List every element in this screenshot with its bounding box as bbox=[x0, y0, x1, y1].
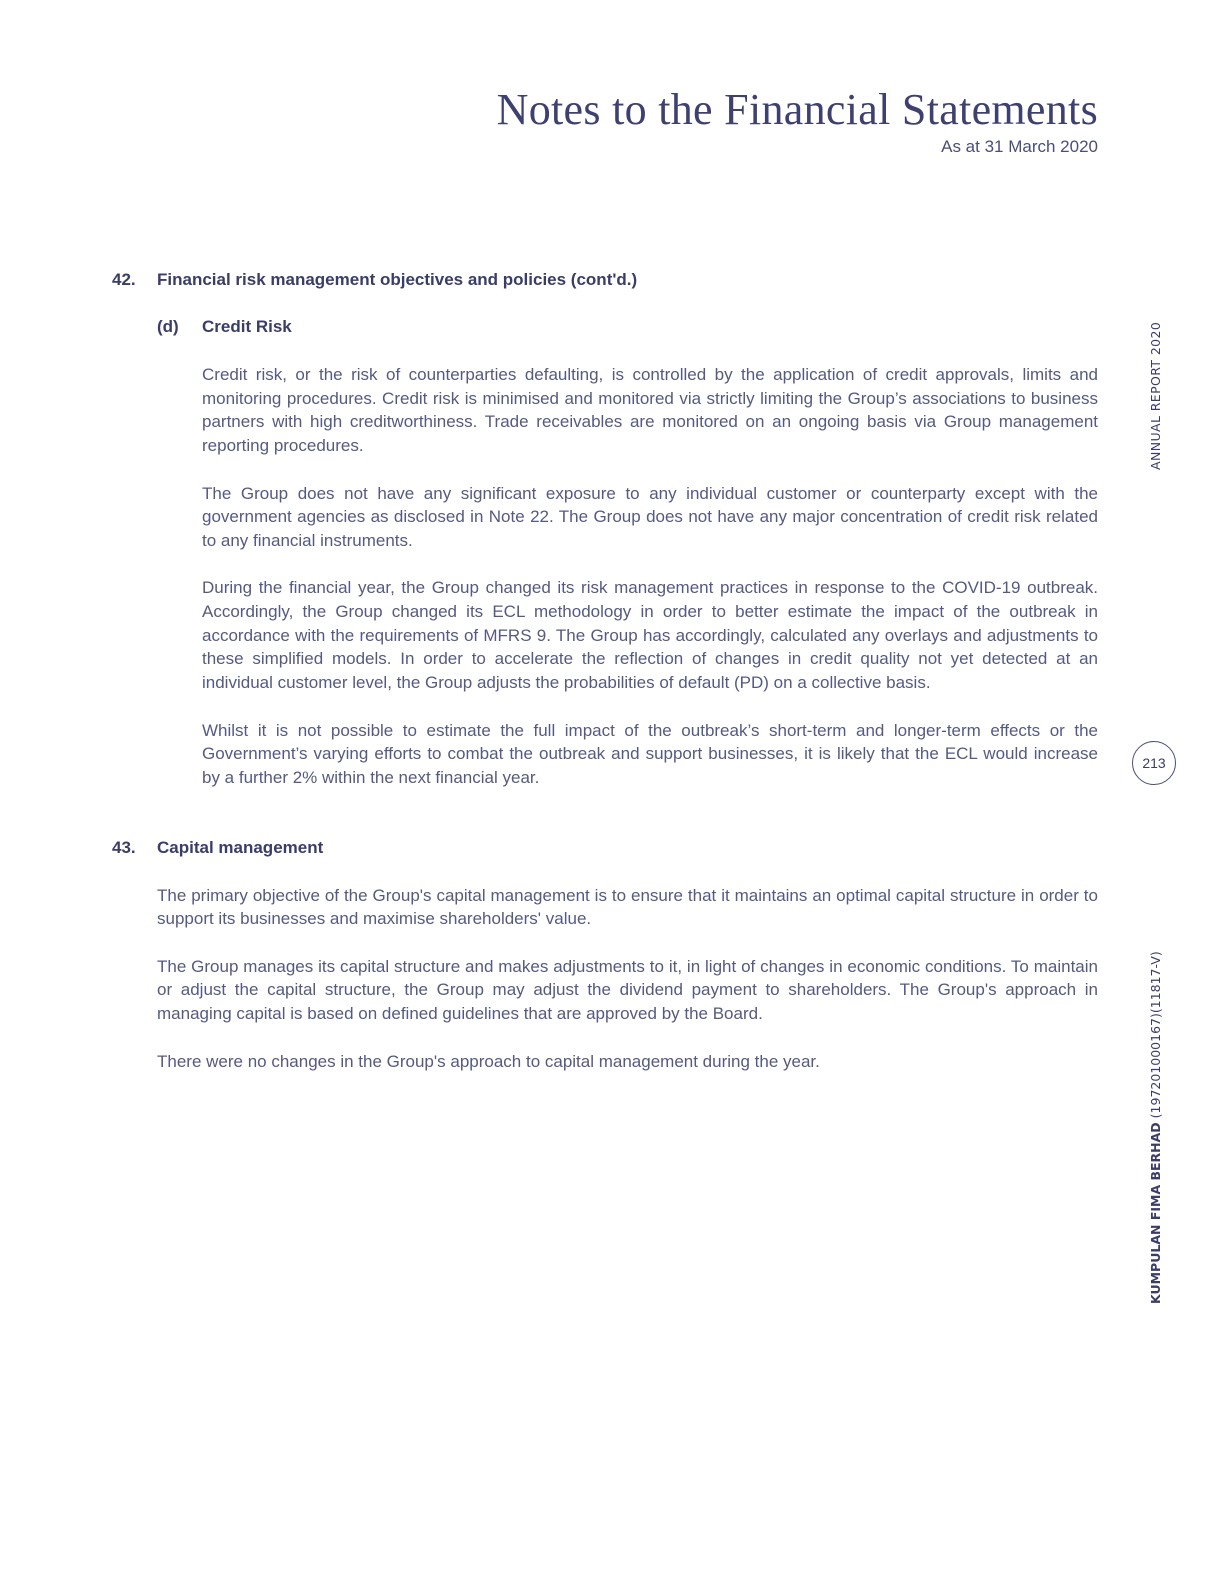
capital-management-paragraph: There were no changes in the Group's approach to capital management during the year. bbox=[157, 1051, 820, 1071]
capital-management-paragraph: The Group manages its capital structure and makes adjustments to it, in light of changes in economic conditions. To maintain or adjust the capital structure, the Group may adjust the dividend payment to shareholders. The Group's approach in managing capital is based on defined guidelines that are approved by the Board. bbox=[157, 956, 1098, 1024]
annual-report-label: ANNUAL REPORT 2020 bbox=[1148, 321, 1163, 470]
credit-risk-paragraph: Credit risk, or the risk of counterparties defaulting, is controlled by the application of credit approvals, limits and monitoring procedures. Credit risk is minimised and monitored via strictly limiting the Group’s associations to business partners with high creditworthiness. Trade receivables are monitored on an ongoing basis via Group management reporting procedures. bbox=[202, 365, 1098, 456]
section-43-heading bbox=[112, 836, 1098, 860]
subsection-d-title: Credit Risk bbox=[202, 317, 292, 336]
company-registration: (197201000167)(11817-V) bbox=[1148, 951, 1163, 1119]
page-title: Notes to the Financial Statements bbox=[496, 85, 1098, 134]
section-43-title: Capital management bbox=[157, 837, 324, 857]
page-number-badge bbox=[1132, 741, 1176, 785]
capital-management-body bbox=[112, 884, 1098, 1074]
section-42-number: 42. bbox=[112, 270, 136, 289]
section-42-heading bbox=[112, 268, 1098, 292]
subsection-d-number: (d) bbox=[157, 317, 179, 336]
capital-management-paragraph: The primary objective of the Group's capital management is to ensure that it maintains an optimal capital structure in order to support its businesses and maximise shareholders' value. bbox=[157, 885, 1098, 929]
credit-risk-body bbox=[112, 363, 1098, 790]
credit-risk-paragraph: The Group does not have any significant exposure to any individual customer or counterparty except with the government agencies as disclosed in Note 22. The Group does not have any major concentration of credit risk related to any financial instruments. bbox=[202, 483, 1098, 550]
company-label bbox=[1148, 951, 1163, 1304]
section-43-number: 43. bbox=[112, 837, 136, 857]
page-number: 213 bbox=[1142, 755, 1166, 771]
page-header bbox=[497, 84, 1098, 158]
main-content bbox=[112, 268, 1098, 1073]
section-42-title: Financial risk management objectives and policies (cont'd.) bbox=[157, 270, 638, 289]
subsection-d-heading bbox=[157, 315, 1098, 339]
company-name: KUMPULAN FIMA BERHAD bbox=[1148, 1122, 1163, 1304]
credit-risk-paragraph: Whilst it is not possible to estimate the full impact of the outbreak’s short-term and longer-term effects or the Government’s varying efforts to combat the outbreak and support businesses, it is likely that the ECL would increase by a further 2% within the next financial year. bbox=[202, 720, 1098, 787]
page-subtitle: As at 31 March 2020 bbox=[941, 137, 1098, 156]
credit-risk-paragraph: During the financial year, the Group changed its risk management practices in response to the COVID-19 outbreak. Accordingly, the Group changed its ECL methodology in order to better estimate the impact of the outbreak in accordance with the requirements of MFRS 9. The Group has accordingly, calculated any overlays and adjustments to these simplified models. In order to accelerate the reflection of changes in credit quality not yet detected at an individual customer level, the Group adjusts the probabilities of default (PD) on a collective basis. bbox=[202, 578, 1098, 693]
